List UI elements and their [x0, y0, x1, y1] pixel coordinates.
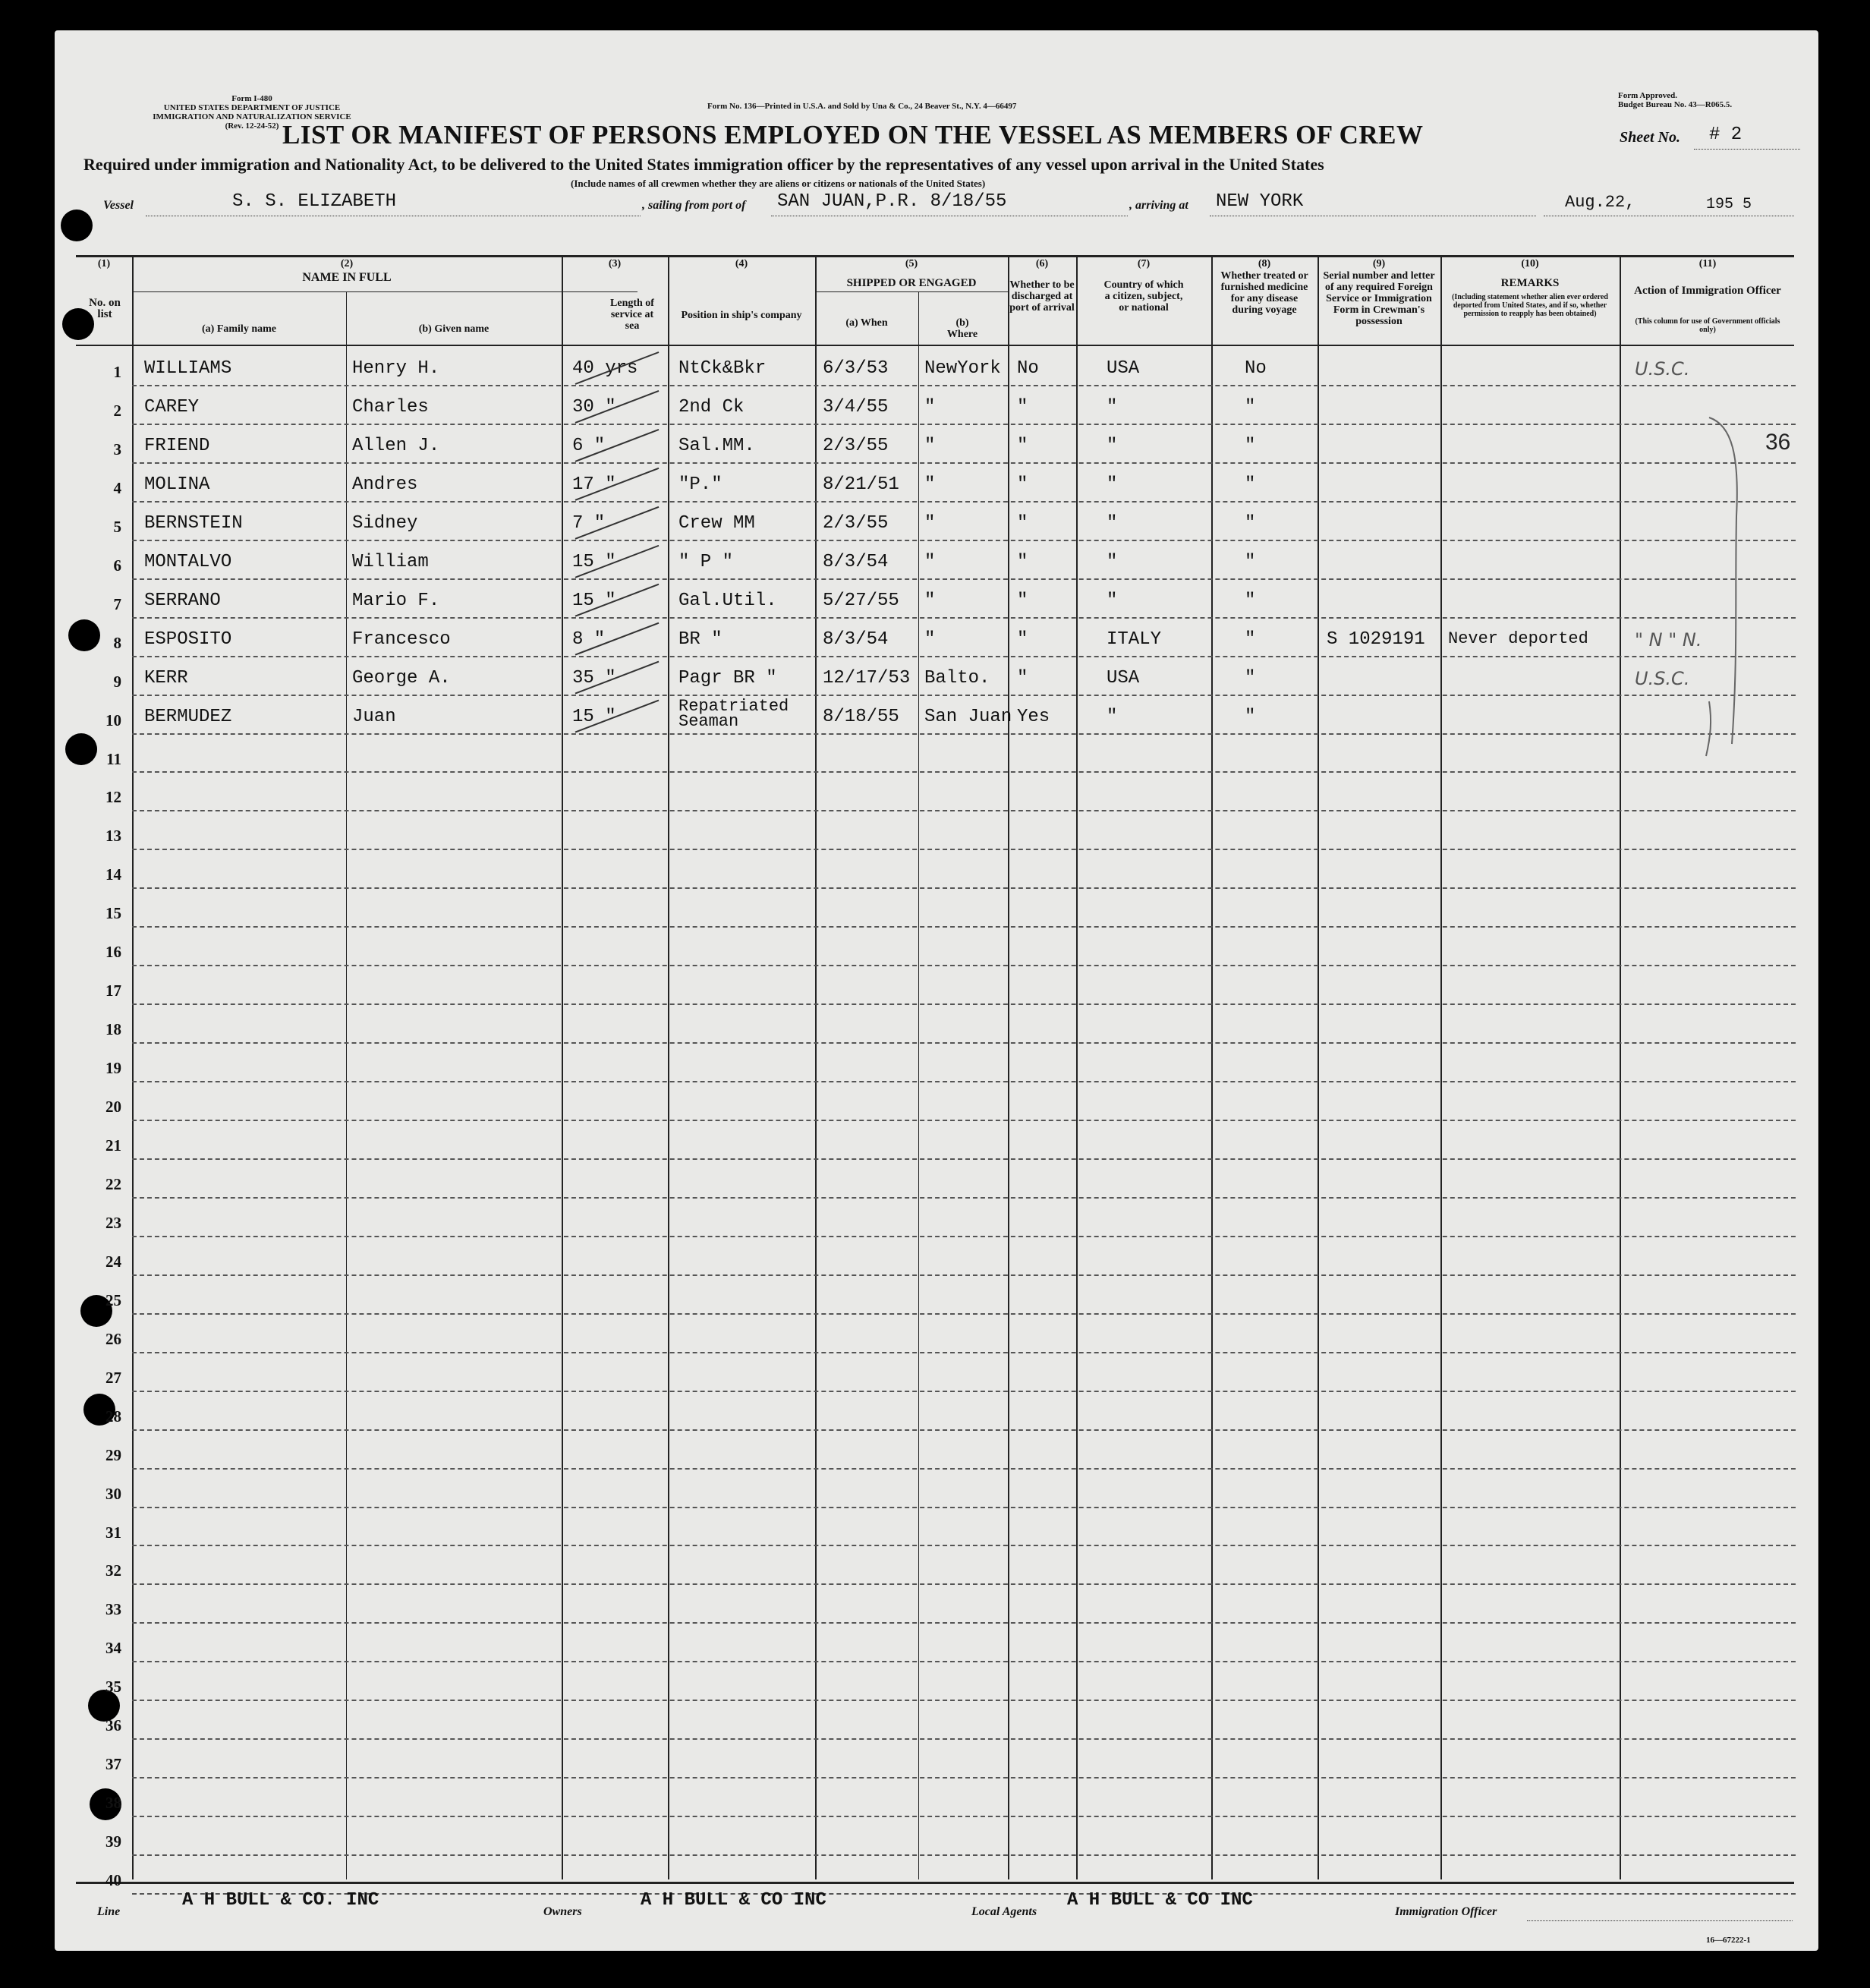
column-divider — [815, 255, 817, 1879]
col11-header: Action of Immigration Officer — [1634, 285, 1781, 297]
col2a-header: (a) Family name — [202, 323, 276, 335]
sailing-label: , sailing from port of — [642, 199, 746, 212]
arriving-port: NEW YORK — [1216, 191, 1304, 212]
crew-service-length: 35 " — [572, 667, 616, 688]
column-divider — [346, 291, 347, 1879]
crew-medicine: " — [1245, 629, 1256, 650]
row-rule — [132, 1622, 1796, 1624]
crew-country: " — [1107, 512, 1118, 534]
crew-shipped-when: 2/3/55 — [823, 512, 889, 534]
column-divider — [132, 255, 134, 1879]
row-number: 33 — [105, 1600, 121, 1619]
column-divider — [668, 255, 669, 1879]
crew-country: " — [1107, 435, 1118, 456]
row-rule — [132, 656, 1796, 657]
row-number: 9 — [113, 672, 121, 691]
row-number: 39 — [105, 1832, 121, 1851]
form-number: Form I-480 — [231, 94, 272, 103]
crew-discharge: " — [1017, 590, 1028, 611]
row-number: 6 — [113, 556, 121, 575]
column-divider — [1620, 255, 1621, 1879]
row-number: 31 — [105, 1523, 121, 1542]
row-number: 36 — [105, 1716, 121, 1735]
row-rule — [132, 617, 1796, 619]
crew-shipped-where: " — [924, 590, 936, 611]
crew-medicine: No — [1245, 358, 1267, 379]
row-number: 29 — [105, 1445, 121, 1464]
crew-given-name: George A. — [352, 667, 451, 688]
row-rule — [132, 1661, 1796, 1662]
row-rule — [132, 1042, 1796, 1044]
col3-header: Length of service at sea — [610, 298, 654, 332]
crew-discharge: " — [1017, 629, 1028, 650]
crew-shipped-when: 2/3/55 — [823, 435, 889, 456]
row-number: 19 — [105, 1059, 121, 1078]
row-rule — [132, 1429, 1796, 1431]
row-number: 10 — [105, 710, 121, 729]
crew-action: 36 — [1765, 429, 1791, 455]
row-number: 27 — [105, 1368, 121, 1387]
crew-service-length: 15 " — [572, 590, 616, 611]
row-rule — [132, 1583, 1796, 1585]
col1-header: No. on list — [89, 297, 121, 320]
col6-number: (6) — [1035, 258, 1049, 269]
col5a-header: (a) When — [845, 317, 888, 329]
crew-action: U.S.C. — [1635, 358, 1690, 380]
sheet-number-value: # 2 — [1709, 124, 1742, 145]
row-number: 1 — [113, 363, 121, 381]
col1-number: (1) — [97, 258, 111, 269]
row-rule — [132, 887, 1796, 889]
row-number: 11 — [106, 749, 121, 768]
row-number: 15 — [105, 904, 121, 923]
crew-family-name: WILLIAMS — [144, 358, 232, 379]
crew-discharge: " — [1017, 396, 1028, 417]
crew-discharge: " — [1017, 474, 1028, 495]
crew-shipped-where: NewYork — [924, 358, 1001, 379]
service-strike-marks — [562, 349, 668, 774]
crew-position: Repatriated Seaman — [678, 696, 789, 731]
col7-header: Country of which a citizen, subject, or national — [1103, 279, 1184, 313]
crew-service-length: 6 " — [572, 435, 606, 456]
row-number: 17 — [105, 981, 121, 1000]
crew-shipped-where: " — [924, 474, 936, 495]
row-rule — [132, 1545, 1796, 1546]
crew-family-name: SERRANO — [144, 590, 221, 611]
arrival-year: 195 5 — [1706, 196, 1752, 213]
crew-shipped-where: " — [924, 396, 936, 417]
row-rule — [132, 1391, 1796, 1392]
crew-country: " — [1107, 396, 1118, 417]
row-rule — [132, 1197, 1796, 1199]
crew-discharge: " — [1017, 551, 1028, 572]
crew-shipped-when: 8/3/54 — [823, 551, 889, 572]
row-number: 38 — [105, 1794, 121, 1813]
crew-medicine: " — [1245, 396, 1256, 417]
row-number: 5 — [113, 517, 121, 536]
crew-shipped-where: San Juan — [924, 706, 1012, 727]
crew-service-length: 17 " — [572, 474, 616, 495]
punch-hole — [61, 210, 93, 241]
crew-service-length: 8 " — [572, 629, 606, 650]
row-rule — [132, 1274, 1796, 1276]
row-number: 16 — [105, 943, 121, 962]
row-rule — [132, 849, 1796, 850]
col2-header: NAME IN FULL — [302, 271, 392, 284]
row-rule — [132, 771, 1796, 773]
crew-action: " N " N. — [1635, 629, 1702, 651]
row-number: 30 — [105, 1484, 121, 1503]
agents-label: Local Agents — [971, 1905, 1037, 1918]
crew-family-name: MONTALVO — [144, 551, 232, 572]
crew-shipped-where: " — [924, 629, 936, 650]
crew-medicine: " — [1245, 551, 1256, 572]
header-bottom-rule — [76, 345, 1794, 346]
crew-service-length: 15 " — [572, 551, 616, 572]
row-rule — [132, 1893, 1796, 1895]
col11-number: (11) — [1698, 258, 1717, 269]
row-rule — [132, 1854, 1796, 1856]
crew-family-name: CAREY — [144, 396, 200, 417]
row-number: 8 — [113, 633, 121, 652]
crew-position: Gal.Util. — [678, 590, 777, 611]
row-number: 22 — [105, 1174, 121, 1193]
column-divider — [1440, 255, 1442, 1879]
owners-value: A H BULL & CO INC — [641, 1890, 826, 1911]
crew-service-length: 7 " — [572, 512, 606, 534]
crew-country: ITALY — [1107, 629, 1162, 650]
row-rule — [132, 424, 1796, 425]
col5-header: SHIPPED OR ENGAGED — [846, 277, 977, 289]
crew-discharge: Yes — [1017, 706, 1050, 727]
agents-value: A H BULL & CO INC — [1067, 1890, 1253, 1911]
row-rule — [132, 1738, 1796, 1740]
service-name: IMMIGRATION AND NATURALIZATION SERVICE — [153, 112, 351, 121]
crew-given-name: Allen J. — [352, 435, 440, 456]
row-number: 24 — [105, 1252, 121, 1271]
row-rule — [132, 733, 1796, 735]
crew-medicine: " — [1245, 512, 1256, 534]
crew-shipped-when: 5/27/55 — [823, 590, 899, 611]
row-number: 13 — [105, 827, 121, 846]
printer-line: Form No. 136—Printed in U.S.A. and Sold by Una & Co., 24 Beaver St., N.Y. 4—66497 — [707, 102, 1017, 111]
col5-number: (5) — [905, 258, 918, 269]
row-number: 18 — [105, 1020, 121, 1039]
row-rule — [132, 1313, 1796, 1315]
crew-given-name: Charles — [352, 396, 429, 417]
row-number: 23 — [105, 1213, 121, 1232]
line-label: Line — [97, 1905, 121, 1918]
row-rule — [132, 462, 1796, 464]
officer-line — [1527, 1920, 1793, 1921]
col8-number: (8) — [1258, 258, 1271, 269]
crew-family-name: BERNSTEIN — [144, 512, 243, 534]
row-rule — [132, 810, 1796, 811]
row-rule — [132, 1352, 1796, 1353]
revision-date: (Rev. 12-24-52) — [225, 121, 279, 131]
col10-number: (10) — [1521, 258, 1539, 269]
col11-subheader: (This column for use of Government officials only) — [1635, 317, 1780, 334]
crew-medicine: " — [1245, 667, 1256, 688]
row-rule — [132, 1003, 1796, 1005]
row-rule — [132, 385, 1796, 386]
column-divider — [1211, 255, 1213, 1879]
col2-number: (2) — [340, 258, 354, 269]
crew-position: NtCk&Bkr — [678, 358, 767, 379]
col3-number: (3) — [608, 258, 622, 269]
crew-family-name: ESPOSITO — [144, 629, 232, 650]
crew-shipped-when: 8/21/51 — [823, 474, 899, 495]
row-rule — [132, 1120, 1796, 1121]
crew-shipped-where: " — [924, 551, 936, 572]
manifest-sheet — [55, 30, 1818, 1951]
crew-given-name: Mario F. — [352, 590, 440, 611]
approval-line: Form Approved. — [1618, 91, 1678, 100]
crew-service-length: 30 " — [572, 396, 616, 417]
column-divider — [1008, 255, 1009, 1879]
crew-position: Crew MM — [678, 512, 755, 534]
crew-discharge: No — [1017, 358, 1039, 379]
col6-header: Whether to be discharged at port of arrival — [1009, 279, 1075, 313]
crew-service-length: 40 yrs — [572, 358, 638, 379]
owners-label: Owners — [543, 1905, 582, 1918]
column-divider — [1318, 255, 1319, 1879]
row-number: 28 — [105, 1407, 121, 1426]
row-number: 40 — [105, 1871, 121, 1890]
col8-header: Whether treated or furnished medicine for any disease during voyage — [1220, 270, 1308, 316]
department-name: UNITED STATES DEPARTMENT OF JUSTICE — [163, 103, 341, 112]
row-rule — [132, 1777, 1796, 1778]
row-rule — [132, 965, 1796, 966]
row-number: 35 — [105, 1678, 121, 1697]
crew-given-name: William — [352, 551, 429, 572]
sheet-number-label: Sheet No. — [1620, 129, 1680, 146]
col5b-header: (b) Where — [946, 317, 978, 340]
row-rule — [132, 926, 1796, 928]
row-number: 32 — [105, 1561, 121, 1580]
vessel-label: Vessel — [103, 199, 134, 212]
table-frame — [76, 255, 1794, 1884]
crew-medicine: " — [1245, 474, 1256, 495]
col7-number: (7) — [1137, 258, 1151, 269]
crew-position: " P " — [678, 551, 734, 572]
crew-shipped-where: Balto. — [924, 667, 990, 688]
officer-label: Immigration Officer — [1395, 1905, 1497, 1918]
crew-country: USA — [1107, 667, 1140, 688]
crew-discharge: " — [1017, 667, 1028, 688]
crew-position: "P." — [678, 474, 722, 495]
crew-position: 2nd Ck — [678, 396, 745, 417]
crew-country: " — [1107, 590, 1118, 611]
crew-position: Sal.MM. — [678, 435, 755, 456]
action-bracket-mark — [1686, 698, 1732, 759]
row-number: 7 — [113, 594, 121, 613]
form-note: (Include names of all crewmen whether they are aliens or citizens or nationals of the United States) — [571, 178, 986, 189]
row-rule — [132, 695, 1796, 696]
crew-discharge: " — [1017, 512, 1028, 534]
budget-bureau-line: Budget Bureau No. 43—R065.5. — [1618, 100, 1733, 109]
line-value: A H BULL & CO. INC — [182, 1890, 379, 1911]
sailing-port: SAN JUAN,P.R. 8/18/55 — [777, 191, 1007, 212]
crew-remarks: Never deported — [1448, 629, 1588, 648]
row-rule — [132, 1816, 1796, 1817]
crew-medicine: " — [1245, 590, 1256, 611]
arrival-date: Aug.22, — [1565, 193, 1635, 212]
row-rule — [132, 578, 1796, 580]
crew-given-name: Francesco — [352, 629, 451, 650]
form-title: LIST OR MANIFEST OF PERSONS EMPLOYED ON THE VESSEL AS MEMBERS OF CREW — [282, 120, 1424, 150]
row-rule — [132, 1158, 1796, 1160]
row-rule — [132, 1236, 1796, 1237]
crew-country: " — [1107, 474, 1118, 495]
col9-header: Serial number and letter of any required Foreign Service or Immigration Form in Crewman's possession — [1323, 270, 1435, 327]
column-divider — [918, 291, 919, 1879]
crew-position: BR " — [678, 629, 722, 650]
crew-shipped-when: 6/3/53 — [823, 358, 889, 379]
col2b-header: (b) Given name — [418, 323, 490, 335]
crew-shipped-when: 8/3/54 — [823, 629, 889, 650]
row-number: 20 — [105, 1098, 121, 1117]
crew-country: " — [1107, 706, 1118, 727]
crew-shipped-where: " — [924, 435, 936, 456]
crew-shipped-when: 3/4/55 — [823, 396, 889, 417]
form-subtitle: Required under immigration and Nationality Act, to be delivered to the United States immigration officer by the representatives of any vessel upon arrival in the United States — [83, 155, 1324, 174]
crew-medicine: " — [1245, 706, 1256, 727]
col10-subheader: (Including statement whether alien ever ordered deported from United States, and if so, whether permission to reapply has been obtained) — [1452, 293, 1608, 318]
row-number: 4 — [113, 478, 121, 497]
crew-given-name: Andres — [352, 474, 418, 495]
crew-medicine: " — [1245, 435, 1256, 456]
col4-header: Position in ship's company — [681, 310, 802, 321]
row-rule — [132, 540, 1796, 541]
vessel-name: S. S. ELIZABETH — [232, 191, 397, 212]
column-divider — [1076, 255, 1078, 1879]
crew-serial-number: S 1029191 — [1327, 629, 1425, 650]
col4-number: (4) — [735, 258, 748, 269]
crew-family-name: MOLINA — [144, 474, 210, 495]
crew-shipped-where: " — [924, 512, 936, 534]
crew-action: U.S.C. — [1635, 667, 1690, 689]
col10-header: REMARKS — [1500, 277, 1560, 289]
approval-block — [1618, 91, 1732, 109]
crew-discharge: " — [1017, 435, 1028, 456]
row-rule — [132, 1081, 1796, 1082]
crew-family-name: FRIEND — [144, 435, 210, 456]
row-number: 2 — [113, 401, 121, 420]
shipped-subheader-rule — [815, 291, 1008, 292]
crew-shipped-when: 8/18/55 — [823, 706, 899, 727]
crew-shipped-when: 12/17/53 — [823, 667, 911, 688]
crew-family-name: BERMUDEZ — [144, 706, 232, 727]
row-number: 26 — [105, 1329, 121, 1348]
row-rule — [132, 1507, 1796, 1508]
footer-code: 16—67222-1 — [1706, 1936, 1751, 1945]
sheet-number-line — [1694, 149, 1800, 150]
row-rule — [132, 1700, 1796, 1701]
row-rule — [132, 501, 1796, 503]
crew-country: USA — [1107, 358, 1140, 379]
row-rule — [132, 1468, 1796, 1470]
row-number: 14 — [105, 865, 121, 884]
crew-given-name: Sidney — [352, 512, 418, 534]
crew-given-name: Juan — [352, 706, 396, 727]
row-number: 3 — [113, 440, 121, 458]
row-number: 34 — [105, 1639, 121, 1658]
crew-family-name: KERR — [144, 667, 188, 688]
arriving-label: , arriving at — [1129, 199, 1188, 212]
crew-position: Pagr BR " — [678, 667, 777, 688]
crew-country: " — [1107, 551, 1118, 572]
crew-given-name: Henry H. — [352, 358, 440, 379]
row-number: 21 — [105, 1136, 121, 1155]
row-number: 37 — [105, 1755, 121, 1774]
row-number: 25 — [105, 1290, 121, 1309]
row-number: 12 — [105, 788, 121, 807]
col9-number: (9) — [1372, 258, 1386, 269]
crew-service-length: 15 " — [572, 706, 616, 727]
